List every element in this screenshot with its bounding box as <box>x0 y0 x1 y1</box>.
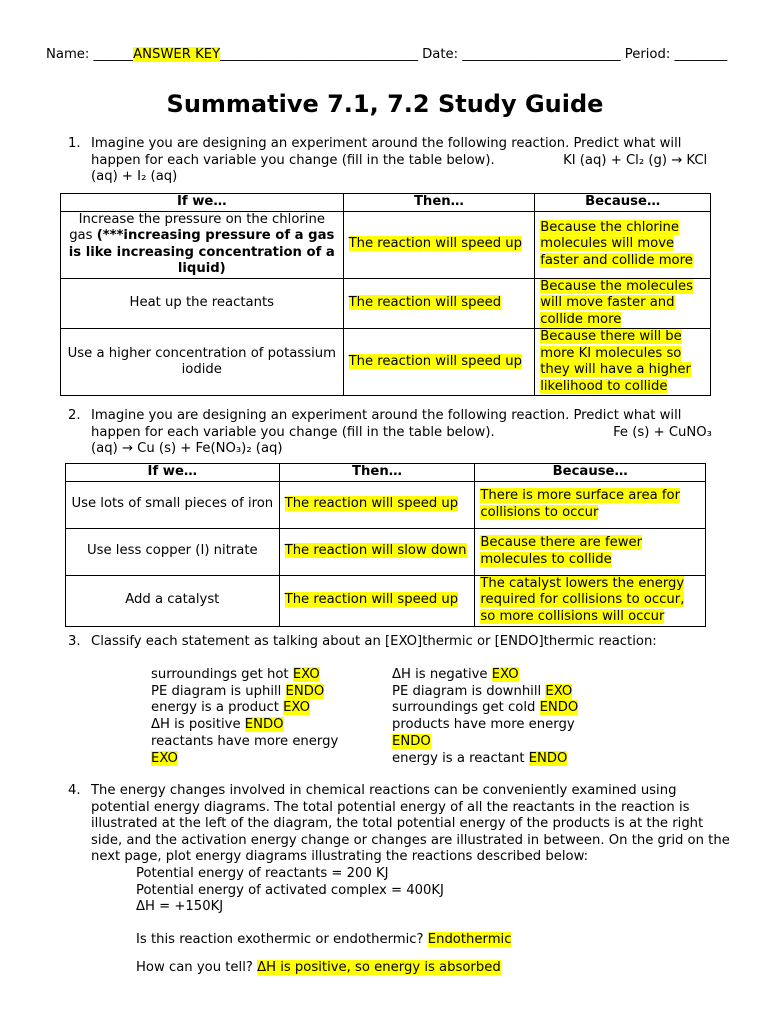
q1-row1-then-text: The reaction will speed up <box>348 236 523 252</box>
q2-text <box>91 408 731 458</box>
q3-right-5-answer: ENDO <box>392 733 431 749</box>
q4-answer-1: Endothermic <box>427 932 512 947</box>
q1-row3-if-text: Use a higher concentration of potassium iodide <box>67 345 336 377</box>
list-item <box>151 684 338 701</box>
table-row <box>61 211 711 278</box>
q2-header-because: Because… <box>475 464 706 482</box>
q2-row1-because-text: There is more surface area for collisions to occur <box>480 488 681 520</box>
name-label: Name: ______ <box>46 47 134 62</box>
q2-row3-because <box>475 575 706 626</box>
q3-right-6-statement: energy is a reactant <box>392 750 529 766</box>
q2-number: 2. <box>68 408 81 423</box>
q2-header-if: If we… <box>66 464 280 482</box>
list-item <box>392 734 578 751</box>
q2-header-row <box>66 464 706 482</box>
q1-row3-if <box>61 329 344 396</box>
q4-given-3: ΔH = +150KJ <box>136 899 224 914</box>
q3-right-4-statement: products have more energy <box>392 717 575 733</box>
q2-row2-if <box>66 528 280 575</box>
q3-left-2-statement: PE diagram is uphill <box>151 683 286 699</box>
header-trail: ______________________________ Date: ________________________ Period: ________ <box>220 47 728 62</box>
q3-left-4-statement: ΔH is positive <box>151 717 245 733</box>
q2-table <box>65 463 706 627</box>
q2-row1-because <box>475 481 706 528</box>
q2-row3-then <box>279 575 475 626</box>
q2-row3-if-text: Add a catalyst <box>125 592 220 608</box>
q2-row1-then-text: The reaction will speed up <box>284 496 459 512</box>
q4-text: The energy changes involved in chemical reactions can be conveniently examined using potential energy diagrams. The total potential energy of all the reactants in the reaction is illustrated at the left of the diagram, the total potential energy of the products is at the right side, and the activation energy change or changes are illustrated in between. On the grid on the next page, plot energy diagrams illustrating the reactions described below: <box>91 783 730 864</box>
q3-right-3-statement: surroundings get cold <box>392 700 540 716</box>
q4-given <box>136 866 444 916</box>
q1-header-because: Because… <box>535 194 711 212</box>
table-row <box>66 528 706 575</box>
q3-right-1-answer: EXO <box>491 667 519 682</box>
q1-row3-because <box>535 329 711 396</box>
q3-left-3-answer: EXO <box>283 700 310 716</box>
q3-right-1-statement: ΔH is negative <box>392 667 492 682</box>
q1-row1-because <box>535 211 711 278</box>
q2-row2-then <box>279 528 475 575</box>
q3-left-column <box>151 667 338 767</box>
q3-number: 3. <box>68 634 81 649</box>
q2-row2-if-text: Use less copper (I) nitrate <box>86 543 258 559</box>
q1-table <box>60 193 711 396</box>
q2-header-then: Then… <box>279 464 475 482</box>
q2-row3-then-text: The reaction will speed up <box>284 592 459 608</box>
q4-question-1-text: Is this reaction exothermic or endothermic? <box>136 932 428 947</box>
q2-row3-because-text: The catalyst lowers the energy required for collisions to occur, so more collisions will occur <box>480 575 685 624</box>
q1-row2-if <box>61 278 344 329</box>
q1-row1-because-text: Because the chlorine molecules will move faster and collide more <box>540 219 693 268</box>
q1-header-row <box>61 194 711 212</box>
q2-prompt: Imagine you are designing an experiment around the following reaction. Predict what will happen for each variable you change (fill in the table below). <box>91 408 682 440</box>
q4-number: 4. <box>68 783 81 798</box>
q3-right-2-statement: PE diagram is downhill <box>392 683 546 699</box>
q1-row3-then <box>343 329 535 396</box>
list-item <box>151 751 338 768</box>
q2-row1-if <box>66 481 280 528</box>
list-item <box>151 700 338 717</box>
q1-row2-because <box>535 278 711 329</box>
q4-answer-2: ΔH is positive, so energy is absorbed <box>257 960 501 975</box>
list-item <box>151 667 338 684</box>
table-row <box>61 278 711 329</box>
q4-question-1 <box>136 932 511 948</box>
q3-right-column <box>392 667 578 767</box>
q3-left-6-answer: EXO <box>151 750 178 766</box>
q4-given-2: Potential energy of activated complex = 400KJ <box>136 882 444 898</box>
list-item <box>392 667 578 684</box>
q2-row2-because-text: Because there are fewer molecules to collide <box>480 535 643 567</box>
q3-left-3-statement: energy is a product <box>151 700 284 716</box>
q3-left-2-answer: ENDO <box>285 683 325 699</box>
name-value: ANSWER KEY <box>133 47 221 62</box>
q1-text <box>91 136 731 186</box>
q1-number: 1. <box>68 136 81 151</box>
q2-row3-if <box>66 575 280 626</box>
header-line <box>46 46 736 64</box>
q1-row1-then <box>343 211 535 278</box>
q1-row2-if-text: Heat up the reactants <box>129 295 275 310</box>
q1-row1-if-text: Increase the pressure on the chlorine gas <box>69 211 325 243</box>
q2-reaction: Fe (s) + CuNO₃ (aq) → Cu (s) + Fe(NO₃)₂ (aq) <box>91 424 712 456</box>
q1-row3-then-text: The reaction will speed up <box>348 353 523 369</box>
q4-question-2-text: How can you tell? <box>136 960 258 975</box>
q3-left-4-answer: ENDO <box>244 717 284 733</box>
q3-text: Classify each statement as talking about an [EXO]thermic or [ENDO]thermic reaction: <box>91 634 657 649</box>
table-row <box>66 481 706 528</box>
q2-row1-then <box>279 481 475 528</box>
q2-row2-then-text: The reaction will slow down <box>284 543 467 559</box>
q1-row2-because-text: Because the molecules will move faster and collide more <box>540 278 694 327</box>
q1-header-then: Then… <box>343 194 535 212</box>
q1-header-if: If we… <box>61 194 344 212</box>
list-item <box>392 717 578 734</box>
q1-row1-if <box>61 211 344 278</box>
list-item <box>392 684 578 701</box>
q3-left-1-answer: EXO <box>292 667 320 682</box>
list-item <box>392 700 578 717</box>
q1-row2-then <box>343 278 535 329</box>
q1-prompt: Imagine you are designing an experiment around the following reaction. Predict what will happen for each variable you change (fill in the table below). <box>91 136 682 168</box>
page-title: Summative 7.1, 7.2 Study Guide <box>166 90 604 118</box>
q1-reaction: KI (aq) + Cl₂ (g) → KCl (aq) + I₂ (aq) <box>91 152 708 184</box>
q4-given-1: Potential energy of reactants = 200 KJ <box>136 866 389 881</box>
q3-right-2-answer: EXO <box>545 683 573 699</box>
table-row <box>61 329 711 396</box>
list-item <box>151 734 338 751</box>
q2-row2-because <box>475 528 706 575</box>
q3-left-1-statement: surroundings get hot <box>151 667 293 682</box>
q3-left-5-statement: reactants have more energy <box>151 733 339 749</box>
q3-right-3-answer: ENDO <box>539 700 579 716</box>
q1-row2-then-text: The reaction will speed <box>348 295 502 310</box>
list-item <box>392 751 578 768</box>
q1-row3-because-text: Because there will be more KI molecules so they will have a higher likelihood to collide <box>540 329 691 394</box>
table-row <box>66 575 706 626</box>
list-item <box>151 717 338 734</box>
q1-row1-if-bold: (***increasing pressure of a gas is like increasing concentration of a liquid) <box>68 228 335 276</box>
q4-question-2 <box>136 960 501 976</box>
q2-row1-if-text: Use lots of small pieces of iron <box>71 496 274 512</box>
q3-right-6-answer: ENDO <box>528 750 568 766</box>
